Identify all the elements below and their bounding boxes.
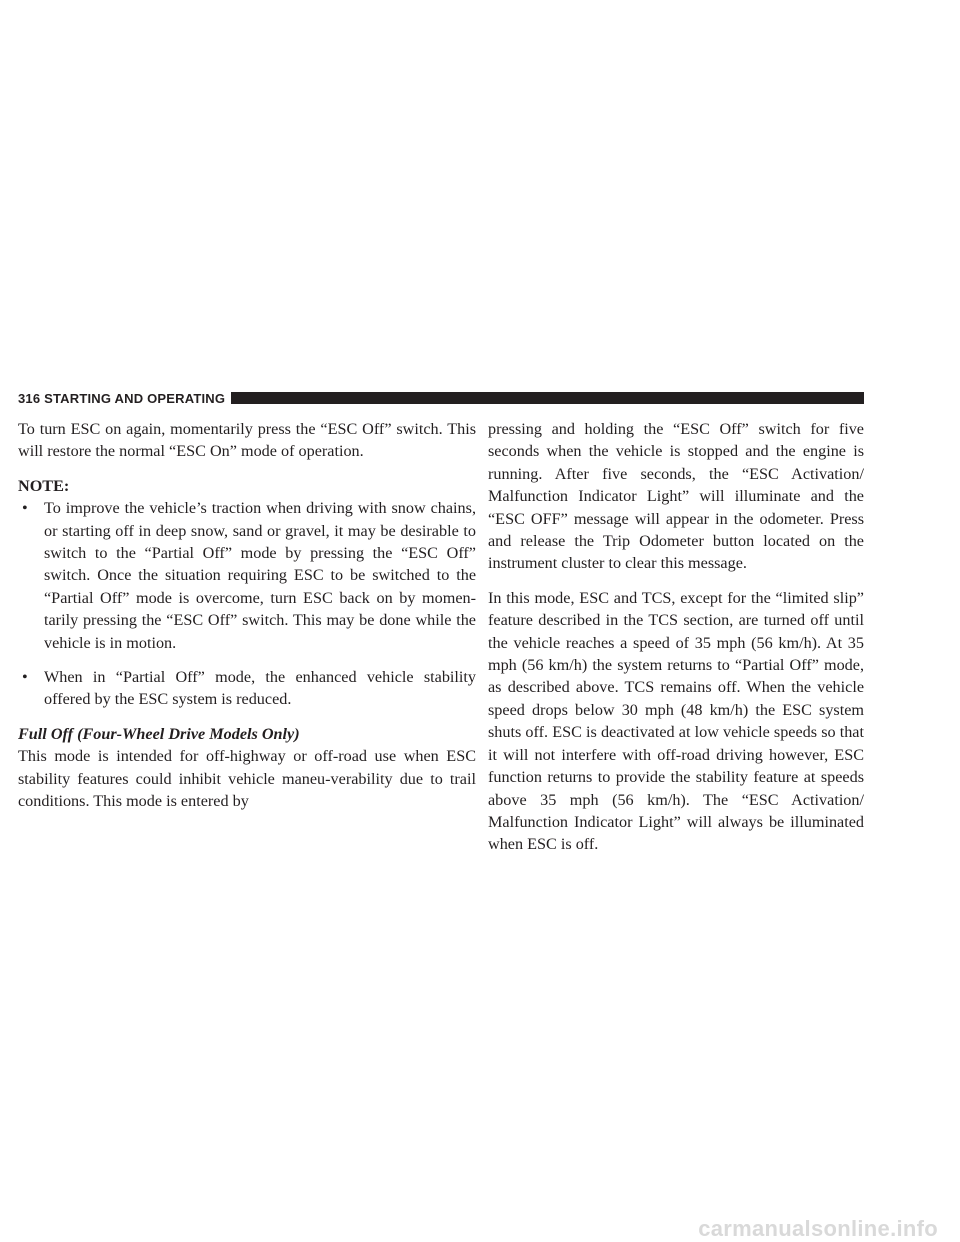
page-header-text: [18, 391, 225, 406]
note-bullet-list: [18, 497, 476, 711]
note-label: NOTE:: [18, 476, 70, 495]
bullet-icon: •: [22, 499, 28, 518]
page-number: 316: [18, 390, 41, 406]
full-off-subheading: Full Off (Four-Wheel Drive Models Only): [18, 724, 300, 743]
section-title: STARTING AND OPERATING: [44, 390, 226, 406]
mode-paragraph: In this mode, ESC and TCS, except for the “limited slip” feature described in the TCS section, are turned off until the vehicle reaches a speed of 35 mph (56 km/h). At 35 mph (56 km/h) the system returns to “Partial Off” mode, as described above. TCS remains off. When the vehicle speed drops below 30 mph (48 km/h) the ESC system shuts off. ESC is deactivated at low vehicle speeds so that it will not interfere with off-road driving however, ESC function returns to provide the stability feature at speeds above 35 mph (56 km/h). The “ESC Activation/ Malfunction Indicator Light” will always be illuminated when ESC is off.: [488, 588, 864, 854]
note-bullet-text: When in “Partial Off” mode, the enhanced vehicle stability offered by the ESC system is reduced.: [44, 668, 476, 709]
note-bullet-item: [18, 666, 476, 711]
watermark: carmanualsonline.info: [698, 1216, 938, 1241]
bullet-icon: •: [22, 668, 28, 687]
left-column: [18, 418, 476, 813]
continuation-paragraph: pressing and holding the “ESC Off” switch for five seconds when the vehicle is stopped and the engine is running. After five seconds, the “ESC Activation/ Malfunction Indicator Light” will illuminate and the “ESC OFF” message will appear in the odometer. Press and release the Trip Odometer button located on the instrument cluster to clear this message.: [488, 420, 864, 573]
full-off-paragraph: This mode is intended for off-highway or off-road use when ESC stability features could inhibit vehicle maneu-verability due to trail conditions. This mode is entered by: [18, 747, 476, 811]
note-bullet-item: [18, 497, 476, 654]
intro-paragraph: To turn ESC on again, momentarily press the “ESC Off” switch. This will restore the normal “ESC On” mode of operation.: [18, 420, 476, 461]
note-bullet-text: To improve the vehicle’s traction when driving with snow chains, or starting off in deep snow, sand or gravel, it may be desirable to switch to the “Partial Off” mode by pressing the “ESC Off” switch. Once the situation requiring ESC to be switched to the “Partial Off” mode is overcome, turn ESC back on by momen-tarily pressing the “ESC Off” switch. This may be done while the vehicle is in motion.: [44, 499, 476, 652]
right-column: [488, 418, 864, 856]
header-rule-bar: [231, 392, 864, 404]
page-header: [18, 390, 864, 406]
